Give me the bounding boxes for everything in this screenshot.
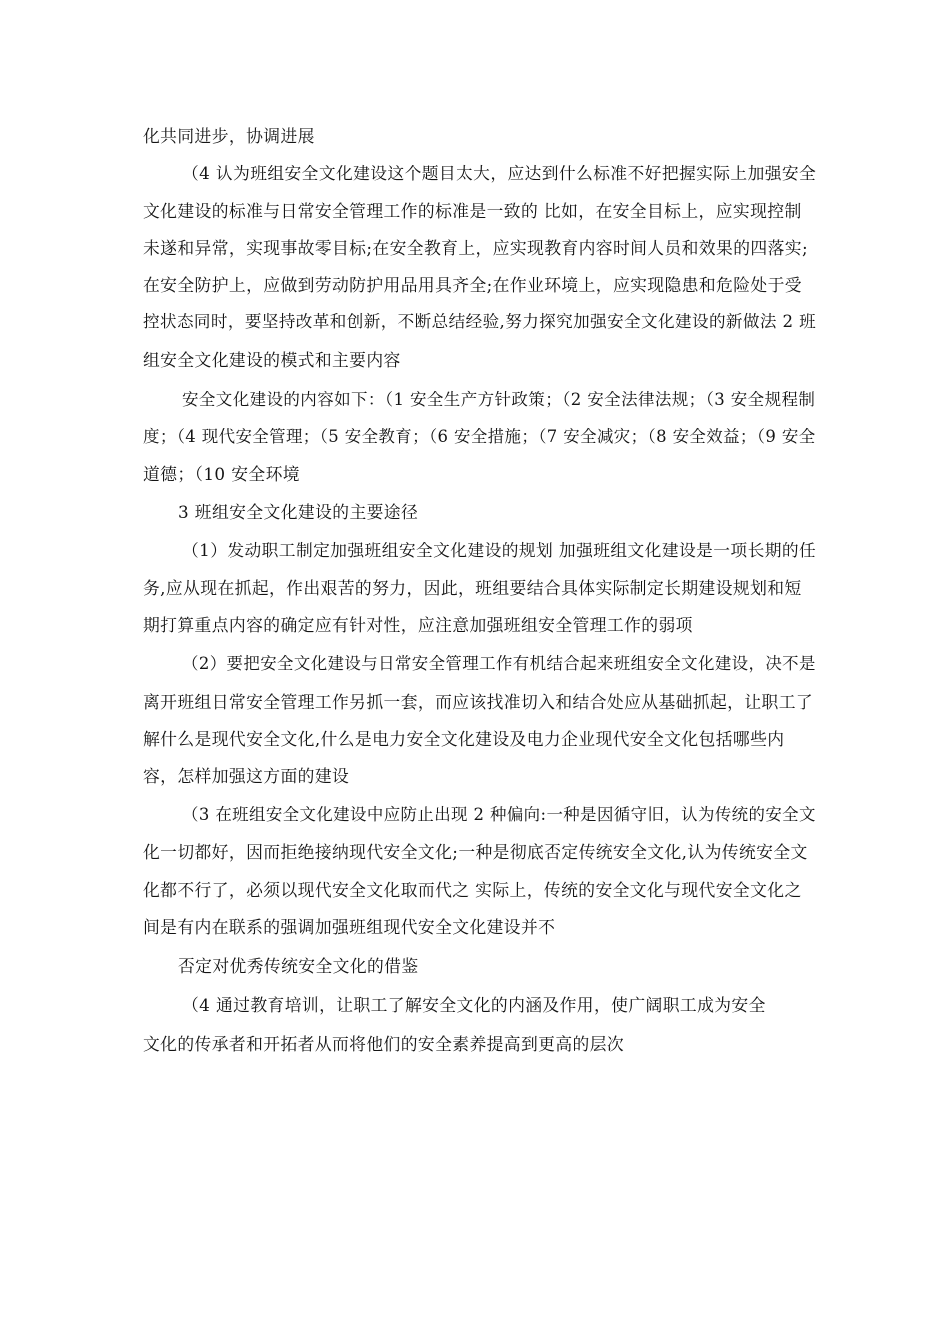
text-line: 化一切都好，因而拒绝接纳现代安全文化;一种是彻底否定传统安全文化,认为传统安全文 xyxy=(143,842,808,862)
text-line: 在安全防护上，应做到劳动防护用品用具齐全;在作业环境上，应实现隐患和危险处于受 xyxy=(143,275,802,295)
text-line: 度；（4 现代安全管理；（5 安全教育；（6 安全措施；（7 安全减灾；（8 安全效益；（9 安全 xyxy=(143,427,816,446)
text-line: 解什么是现代安全文化,什么是电力安全文化建设及电力企业现代安全文化包括哪些内 xyxy=(143,729,785,749)
text-line: 未遂和异常，实现事故零目标;在安全教育上，应实现教育内容时间人员和效果的四落实; xyxy=(143,238,808,258)
text-line: 间是有内在联系的强调加强班组现代安全文化建设并不 xyxy=(143,917,556,937)
text-line: 组安全文化建设的模式和主要内容 xyxy=(143,350,401,370)
text-line: 安全文化建设的内容如下：（1 安全生产方针政策；（2 安全法律法规；（3 安全规程制 xyxy=(182,390,816,409)
text-line: 控状态同时，要坚持改革和创新，不断总结经验,努力探究加强安全文化建设的新做法 2 班 xyxy=(143,312,817,331)
text-line: 文化建设的标准与日常安全管理工作的标准是一致的 比如，在安全目标上，应实现控制 xyxy=(143,201,802,221)
text-line: 化都不行了，必须以现代安全文化取而代之 实际上，传统的安全文化与现代安全文化之 xyxy=(143,880,802,900)
text-line: （3 在班组安全文化建设中应防止出现 2 种偏向:一种是因循守旧，认为传统的安全文 xyxy=(182,805,816,824)
text-line: （4 通过教育培训，让职工了解安全文化的内涵及作用，使广阔职工成为安全 xyxy=(182,995,766,1015)
text-line: 期打算重点内容的确定应有针对性，应注意加强班组安全管理工作的弱项 xyxy=(143,615,693,635)
text-line: （2）要把安全文化建设与日常安全管理工作有机结合起来班组安全文化建设，决不是 xyxy=(182,654,816,673)
text-line: 道德；（10 安全环境 xyxy=(143,464,300,484)
text-line: （1）发动职工制定加强班组安全文化建设的规划 加强班组文化建设是一项长期的任 xyxy=(182,540,817,560)
text-line: 务,应从现在抓起，作出艰苦的努力，因此，班组要结合具体实际制定长期建设规划和短 xyxy=(143,578,802,598)
text-line: （4 认为班组安全文化建设这个题目太大，应达到什么标准不好把握实际上加强安全 xyxy=(182,163,817,183)
text-line: 否定对优秀传统安全文化的借鉴 xyxy=(178,956,419,976)
text-line: 容，怎样加强这方面的建设 xyxy=(143,766,350,786)
text-line: 化共同进步，协调进展 xyxy=(143,126,315,146)
text-line: 3 班组安全文化建设的主要途径 xyxy=(178,502,419,522)
text-line: 离开班组日常安全管理工作另抓一套，而应该找准切入和结合处应从基础抓起，让职工了 xyxy=(143,692,814,712)
text-line: 文化的传承者和开拓者从而将他们的安全素养提高到更高的层次 xyxy=(143,1034,625,1054)
